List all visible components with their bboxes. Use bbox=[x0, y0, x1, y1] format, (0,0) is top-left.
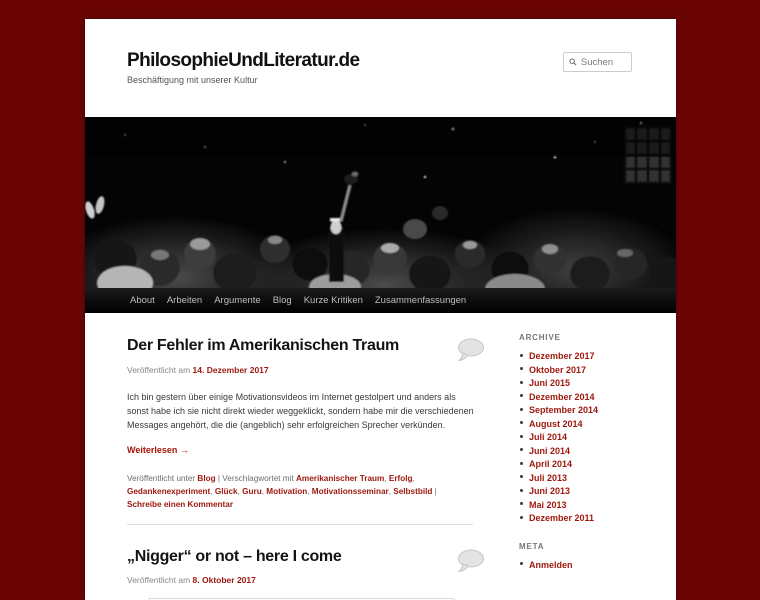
post-excerpt: Ich bin gestern über einige Motivationsvideos im Internet gestolpert und anders als sonst habe ich sie nicht direkt wieder weggeklickt, sondern habe mir die verschiedenen Messages angehört, die die (angeblich) sehr erfolgreichen Sprecher verkünden. bbox=[127, 392, 474, 430]
archive-link[interactable]: Juli 2014 bbox=[529, 432, 568, 442]
archive-link[interactable]: Dezember 2011 bbox=[529, 513, 595, 523]
sidebar bbox=[519, 313, 669, 571]
tag-link[interactable]: Gedankenexperiment bbox=[127, 487, 211, 496]
archive-link[interactable]: September 2014 bbox=[529, 405, 599, 415]
post-meta bbox=[127, 365, 477, 375]
post-divider bbox=[127, 524, 473, 525]
archive-link-item[interactable] bbox=[519, 471, 669, 485]
post-title[interactable]: „Nigger“ or not – here I come bbox=[127, 548, 342, 565]
search-input[interactable] bbox=[581, 57, 626, 68]
archive-link[interactable]: April 2014 bbox=[529, 459, 573, 469]
tag-link[interactable]: Glück bbox=[214, 487, 238, 496]
post-2 bbox=[127, 547, 477, 600]
meta-list bbox=[519, 558, 669, 572]
main-nav-list bbox=[85, 288, 676, 313]
meta-link[interactable]: Anmelden bbox=[529, 559, 573, 570]
archive-link-item[interactable] bbox=[519, 349, 669, 363]
site-title-link[interactable]: PhilosophieUndLiteratur.de bbox=[127, 50, 360, 71]
nav-link-item[interactable] bbox=[298, 295, 369, 306]
nav-link-item[interactable] bbox=[124, 295, 161, 306]
category-link[interactable]: Blog bbox=[197, 474, 216, 483]
post-meta bbox=[127, 575, 477, 585]
archive-link-item[interactable] bbox=[519, 417, 669, 431]
archive-link-item[interactable] bbox=[519, 498, 669, 512]
archive-link[interactable]: August 2014 bbox=[529, 418, 583, 429]
archive-list bbox=[519, 349, 669, 525]
post-1 bbox=[127, 336, 477, 511]
archive-link-item[interactable] bbox=[519, 430, 669, 444]
archive-link[interactable]: Oktober 2017 bbox=[529, 364, 587, 375]
archive-link[interactable]: Mai 2013 bbox=[529, 499, 567, 510]
archive-link-item[interactable] bbox=[519, 390, 669, 404]
site-page bbox=[85, 19, 676, 600]
archive-link[interactable]: Juli 2013 bbox=[529, 472, 568, 483]
tag-link[interactable]: Guru bbox=[242, 487, 262, 496]
tag-link[interactable]: Erfolg bbox=[388, 474, 413, 483]
nav-link[interactable]: Arbeiten bbox=[166, 295, 203, 306]
nav-link[interactable]: Zusammenfassungen bbox=[374, 295, 467, 306]
post-footer-tags: Veröffentlicht unter Blog | Verschlagwortet mit Amerikanischer Traum, Erfolg, Gedankenexperiment, Glück, Guru, Motivation, Motivationsseminar, Selbstbild | Schreibe einen Kommentar bbox=[127, 474, 437, 509]
archive-link-item[interactable] bbox=[519, 376, 669, 390]
comment-bubble-icon[interactable] bbox=[457, 338, 485, 363]
archive-link[interactable]: Juni 2014 bbox=[529, 445, 571, 456]
archive-link-item[interactable] bbox=[519, 444, 669, 458]
nav-link-item[interactable] bbox=[369, 295, 472, 306]
nav-link[interactable]: Kurze Kritiken bbox=[303, 295, 363, 306]
nav-link[interactable]: Argumente bbox=[214, 295, 261, 306]
archive-link-item[interactable] bbox=[519, 484, 669, 498]
archive-link-item[interactable] bbox=[519, 363, 669, 377]
post-date-link[interactable]: 14. Dezember 2017 bbox=[192, 365, 269, 375]
post-title[interactable]: Der Fehler im Amerikanischen Traum bbox=[127, 337, 399, 354]
nav-link-item[interactable] bbox=[267, 295, 298, 306]
site-header bbox=[85, 19, 676, 117]
tag-link[interactable]: Motivation bbox=[266, 487, 308, 496]
archive-heading: ARCHIVE bbox=[519, 333, 561, 342]
nav-link[interactable]: About bbox=[130, 295, 155, 306]
meta-heading: META bbox=[519, 541, 545, 551]
archive-link-item[interactable] bbox=[519, 511, 669, 525]
posts-column bbox=[127, 313, 477, 600]
read-more-link[interactable]: Weiterlesen → bbox=[127, 445, 189, 455]
archive-link-item[interactable] bbox=[519, 403, 669, 417]
main-nav bbox=[85, 288, 676, 313]
archive-link[interactable]: Dezember 2017 bbox=[529, 351, 595, 361]
archive-link[interactable]: Juni 2013 bbox=[529, 486, 571, 496]
search-icon bbox=[569, 57, 577, 67]
comment-link[interactable]: Schreibe einen Kommentar bbox=[127, 500, 234, 509]
archive-link[interactable]: Juni 2015 bbox=[529, 378, 571, 388]
tag-link[interactable]: Motivationsseminar bbox=[311, 487, 389, 496]
site-tagline: Beschäftigung mit unserer Kultur bbox=[127, 75, 258, 85]
tag-link[interactable]: Selbstbild bbox=[393, 487, 433, 496]
nav-link-item[interactable] bbox=[208, 295, 266, 306]
archive-link-item[interactable] bbox=[519, 457, 669, 471]
tag-link[interactable]: Amerikanischer Traum bbox=[296, 474, 385, 483]
nav-link-item[interactable] bbox=[161, 295, 208, 306]
archive-link[interactable]: Dezember 2014 bbox=[529, 391, 595, 402]
meta-link-item[interactable] bbox=[519, 558, 669, 572]
search-box[interactable] bbox=[563, 52, 632, 72]
post-date-link[interactable]: 8. Oktober 2017 bbox=[192, 575, 256, 585]
header-crowd-photo bbox=[85, 117, 676, 288]
nav-link[interactable]: Blog bbox=[272, 295, 292, 306]
content-area bbox=[85, 313, 676, 600]
comment-bubble-icon[interactable] bbox=[457, 549, 485, 574]
post-meta-prefix: Veröffentlicht am bbox=[127, 365, 191, 375]
post-meta-prefix: Veröffentlicht am bbox=[127, 575, 191, 585]
